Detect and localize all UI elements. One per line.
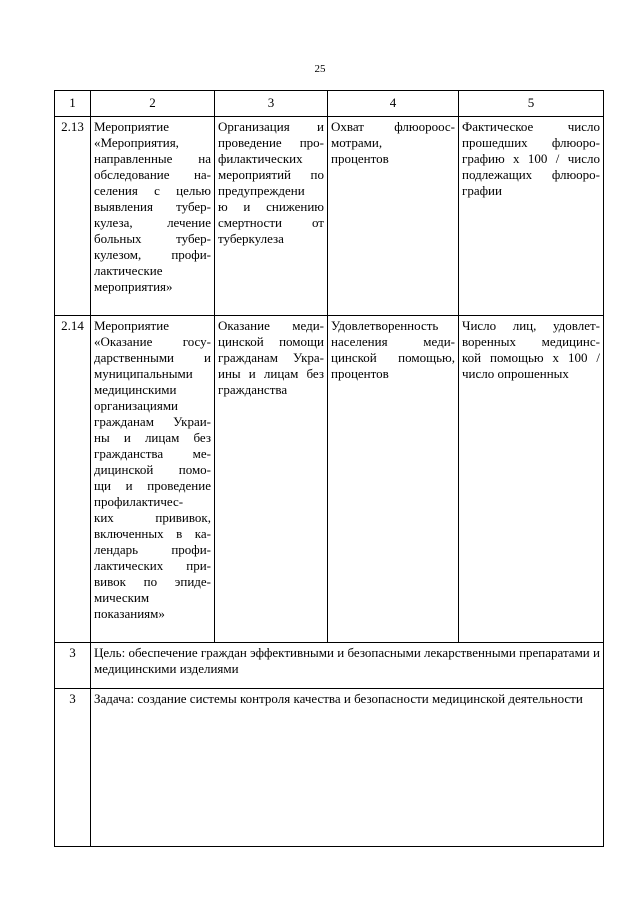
cell-line: вивок по эпиде-	[94, 574, 211, 589]
cell-line: мотрами,	[331, 135, 383, 150]
task-text: Задача: создание системы контроля качества и безопасности медицинской деятельности	[91, 689, 604, 847]
formula-cell	[459, 316, 604, 643]
cell-line: гражданам Украи-	[94, 414, 211, 429]
cell-line: лендарь профи-	[94, 542, 211, 557]
cell-line: организациями	[94, 398, 178, 413]
cell-line: графии	[462, 183, 502, 198]
cell-line: Фактическое число	[462, 119, 600, 134]
cell-line: выявления тубер-	[94, 199, 211, 214]
cell-line: щи и проведение	[94, 478, 211, 493]
header-cell: 3	[215, 91, 328, 117]
cell-line: цинской помощью,	[331, 350, 455, 365]
cell-line: населения меди-	[331, 334, 455, 349]
cell-line: кулеза, лечение	[94, 215, 211, 230]
cell-line: гражданства	[218, 382, 288, 397]
cell-line: муниципальными	[94, 366, 193, 381]
indicators-table	[54, 90, 604, 847]
cell-line: Организация и	[218, 119, 324, 134]
cell-line: ины и лицам без	[218, 366, 324, 381]
cell-line: туберкулеза	[218, 231, 284, 246]
cell-line: ны и лицам без	[94, 430, 211, 445]
cell-line: «Мероприятия,	[94, 135, 179, 150]
header-cell: 5	[459, 91, 604, 117]
cell-line: показаниям»	[94, 606, 165, 621]
header-cell: 1	[55, 91, 91, 117]
header-cell: 4	[328, 91, 459, 117]
cell-line: смертности от	[218, 215, 324, 230]
table-row	[55, 117, 604, 316]
cell-line: Мероприятие	[94, 318, 169, 333]
cell-line: процентов	[331, 366, 389, 381]
cell-line: лактических при-	[94, 558, 211, 573]
cell-line: предупреждени	[218, 183, 305, 198]
cell-line: мическим	[94, 590, 150, 605]
event-cell	[91, 117, 215, 316]
cell-line: лактические	[94, 263, 163, 278]
cell-line: графию x 100 / число	[462, 151, 600, 166]
event-cell	[91, 316, 215, 643]
cell-line: профилактичес-	[94, 494, 184, 509]
row-number: 3	[55, 689, 91, 847]
cell-line: гражданам Укра-	[218, 350, 324, 365]
formula-cell	[459, 117, 604, 316]
goal-text: Цель: обеспечение граждан эффективными и безопасными лекарственными препаратами и медицинскими изделиями	[91, 643, 604, 689]
cell-line: Удовлетворенность	[331, 318, 439, 333]
cell-line: обследование на-	[94, 167, 211, 182]
table-header-row	[55, 91, 604, 117]
cell-line: Мероприятие	[94, 119, 169, 134]
indicator-cell	[328, 316, 459, 643]
purpose-cell	[215, 316, 328, 643]
cell-line: цинской помощи	[218, 334, 324, 349]
row-number: 2.13	[55, 117, 91, 316]
cell-line: процентов	[331, 151, 389, 166]
cell-line: селения с целью	[94, 183, 211, 198]
cell-line: число опрошенных	[462, 366, 569, 381]
cell-line: кой помощью x 100 /	[462, 350, 600, 365]
table-row	[55, 316, 604, 643]
cell-line: Охват флюороос-	[331, 119, 455, 134]
cell-line: ю и снижению	[218, 199, 324, 214]
cell-line: включенных в ка-	[94, 526, 211, 541]
cell-line: Число лиц, удовлет-	[462, 318, 600, 333]
cell-line: гражданства ме-	[94, 446, 211, 461]
row-number: 2.14	[55, 316, 91, 643]
task-row	[55, 689, 604, 847]
cell-line: мероприятий по	[218, 167, 324, 182]
cell-line: медицинскими	[94, 382, 177, 397]
cell-line: направленные на	[94, 151, 211, 166]
cell-line: «Оказание госу-	[94, 334, 211, 349]
cell-line: филактических	[218, 151, 303, 166]
cell-line: воренных медицинс-	[462, 334, 600, 349]
cell-line: проведение про-	[218, 135, 324, 150]
purpose-cell	[215, 117, 328, 316]
indicator-cell	[328, 117, 459, 316]
cell-line: Оказание меди-	[218, 318, 324, 333]
cell-line: прошедших флюоро-	[462, 135, 600, 150]
cell-line: ких прививок,	[94, 510, 211, 525]
cell-line: дицинской помо-	[94, 462, 211, 477]
cell-line: больных тубер-	[94, 231, 211, 246]
cell-line: подлежащих флюоро-	[462, 167, 600, 182]
cell-line: мероприятия»	[94, 279, 173, 294]
cell-line: кулезом, профи-	[94, 247, 211, 262]
header-cell: 2	[91, 91, 215, 117]
goal-row	[55, 643, 604, 689]
cell-line: дарственными и	[94, 350, 211, 365]
row-number: 3	[55, 643, 91, 689]
page-number: 25	[314, 63, 326, 75]
